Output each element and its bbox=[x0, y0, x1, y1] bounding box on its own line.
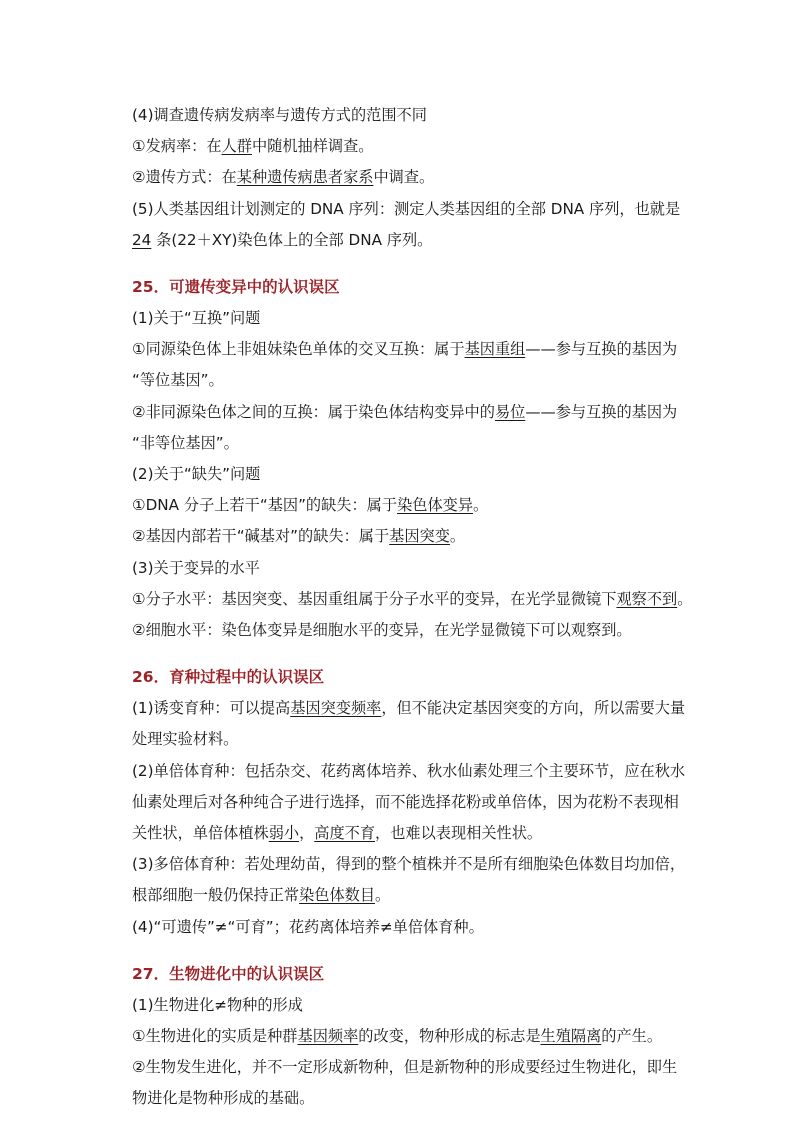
underlined-answer: 24 bbox=[132, 230, 152, 249]
paragraph: 仙素处理后对各种纯合子进行选择，而不能选择花粉或单倍体，因为花粉不表现相 bbox=[132, 792, 679, 811]
text: 。 bbox=[449, 527, 466, 546]
paragraph: (2)单倍体育种：包括杂交、花药离体培养、秋水仙素处理三个主要环节，应在秋水 bbox=[132, 761, 686, 780]
paragraph bbox=[132, 131, 673, 162]
paragraph bbox=[132, 818, 673, 849]
paragraph bbox=[132, 162, 673, 193]
paragraph: (2)关于“缺失”问题 bbox=[132, 465, 261, 484]
paragraph bbox=[132, 1021, 673, 1052]
underlined-answer: 基因频率 bbox=[297, 1027, 359, 1046]
paragraph bbox=[132, 584, 693, 615]
text: ②非同源染色体之间的互换：属于染色体结构变异中的 bbox=[132, 402, 495, 421]
text: 。 bbox=[375, 886, 391, 905]
underlined-answer: 染色体变异 bbox=[397, 496, 473, 515]
paragraph: (3)关于变异的水平 bbox=[132, 558, 260, 577]
underlined-answer: 弱小 bbox=[268, 824, 300, 843]
paragraph: (1)关于“互换”问题 bbox=[132, 309, 261, 328]
text: ①DNA 分子上若干“基因”的缺失：属于 bbox=[132, 496, 398, 515]
text: ——参与互换的基因为 bbox=[525, 340, 678, 359]
underlined-answer: 易位 bbox=[494, 402, 526, 421]
text: 中随机抽样调查。 bbox=[251, 137, 374, 156]
text: ， bbox=[299, 824, 315, 843]
text: 的产生。 bbox=[601, 1027, 662, 1046]
paragraph: (1)生物进化≠物种的形成 bbox=[132, 995, 303, 1014]
paragraph: (4)“可遗传”≠“可育”；花药离体培养≠单倍体育种。 bbox=[132, 917, 484, 936]
text: 。 bbox=[473, 496, 489, 515]
paragraph bbox=[132, 490, 673, 521]
underlined-answer: 观察不到 bbox=[616, 589, 678, 608]
paragraph: “非等位基因”。 bbox=[132, 433, 239, 452]
underlined-answer: 基因突变频率 bbox=[290, 699, 382, 718]
underlined-answer: 某种遗传病患者家系 bbox=[236, 168, 374, 187]
text: ②基因内部若干“碱基对”的缺失：属于 bbox=[132, 527, 390, 546]
text: ①同源染色体上非姐妹染色单体的交叉互换：属于 bbox=[132, 340, 465, 359]
paragraph: (3)多倍体育种：若处理幼苗，得到的整个植株并不是所有细胞染色体数目均加倍， bbox=[132, 855, 686, 874]
underlined-answer: 基因重组 bbox=[464, 340, 526, 359]
text: 的改变，物种形成的标志是 bbox=[358, 1027, 541, 1046]
paragraph bbox=[132, 225, 673, 256]
paragraph bbox=[132, 397, 678, 428]
text: 。 bbox=[677, 589, 693, 608]
paragraph bbox=[132, 880, 673, 911]
text: ，也难以表现相关性状。 bbox=[375, 824, 543, 843]
text: ②遗传方式：在 bbox=[132, 168, 237, 187]
text: 中调查。 bbox=[373, 168, 435, 187]
underlined-answer: 高度不育 bbox=[314, 824, 375, 843]
paragraph bbox=[132, 693, 686, 724]
text: ，但不能决定基因突变的方向，所以需要大量 bbox=[381, 699, 686, 718]
underlined-answer: 染色体数目 bbox=[299, 886, 375, 905]
section-heading: 25．可遗传变异中的认识误区 bbox=[132, 278, 340, 297]
section-heading: 26．育种过程中的认识误区 bbox=[132, 668, 325, 687]
text: 根部细胞一般仍保持正常 bbox=[132, 886, 300, 905]
section-heading: 27．生物进化中的认识误区 bbox=[132, 964, 325, 983]
underlined-answer: 基因突变 bbox=[389, 527, 450, 546]
paragraph: 处理实验材料。 bbox=[132, 730, 239, 749]
underlined-answer: 人群 bbox=[221, 137, 252, 156]
paragraph bbox=[132, 521, 673, 552]
paragraph: “等位基因”。 bbox=[132, 371, 224, 390]
text: 关性状，单倍体植株 bbox=[132, 824, 269, 843]
paragraph: (5)人类基因组计划测定的 DNA 序列：测定人类基因组的全部 DNA 序列，也就是 bbox=[132, 199, 681, 218]
text: ①分子水平：基因突变、基因重组属于分子水平的变异，在光学显微镜下 bbox=[132, 589, 617, 608]
underlined-answer: 生殖隔离 bbox=[540, 1027, 602, 1046]
paragraph: (4)调查遗传病发病率与遗传方式的范围不同 bbox=[132, 106, 427, 124]
paragraph: 物进化是物种形成的基础。 bbox=[132, 1089, 315, 1108]
text: ——参与互换的基因为 bbox=[525, 402, 678, 421]
text: (1)诱变育种：可以提高 bbox=[132, 699, 291, 718]
text: ①生物进化的实质是种群 bbox=[132, 1027, 298, 1046]
paragraph bbox=[132, 334, 678, 365]
text: ①发病率：在 bbox=[132, 137, 222, 156]
text: 条(22＋XY)染色体上的全部 DNA 序列。 bbox=[151, 230, 433, 249]
paragraph: ②生物发生进化，并不一定形成新物种，但是新物种的形成要经过生物进化，即生 bbox=[132, 1058, 678, 1077]
paragraph: ②细胞水平：染色体变异是细胞水平的变异，在光学显微镜下可以观察到。 bbox=[132, 621, 632, 640]
